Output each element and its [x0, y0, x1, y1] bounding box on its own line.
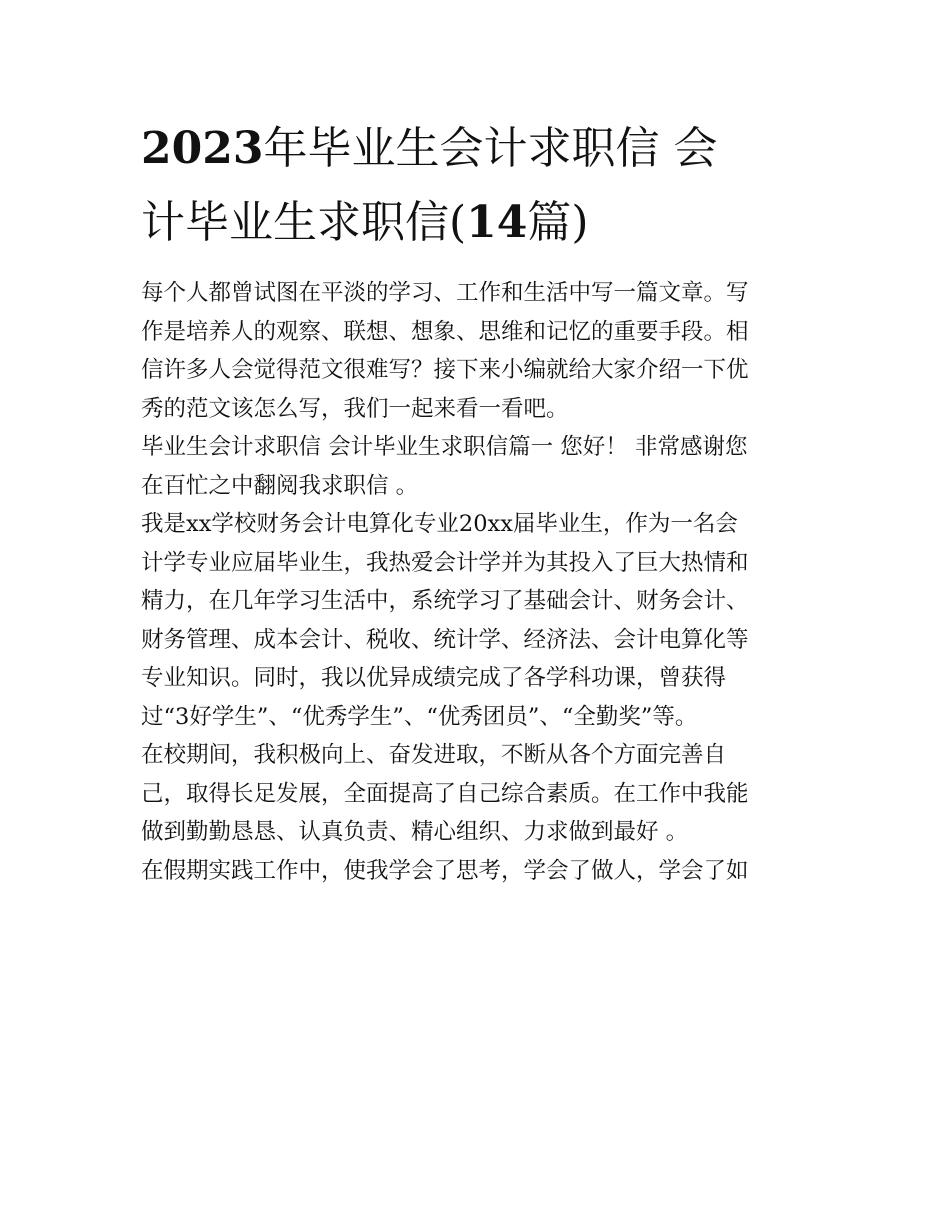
paragraph-greeting	[141, 428, 813, 505]
paragraph-introduction-self	[141, 505, 813, 736]
text-line: 每个人都曾试图在平淡的学习、工作和生活中写一篇文章。写	[141, 280, 749, 306]
document-title	[141, 112, 813, 260]
text-line: 计学专业应届毕业生，我热爱会计学并为其投入了巨大热情和	[141, 549, 749, 576]
text-line: 秀的范文该怎么写，我们一起来看一看吧。	[141, 395, 569, 422]
text-line: 精力，在几年学习生活中，系统学习了基础会计、财务会计、	[141, 588, 749, 614]
title-line-2: 计毕业生求职信(14篇)	[141, 197, 589, 248]
text-line: 专业知识。同时，我以优异成绩完成了各学科功课，曾获得	[141, 665, 727, 691]
text-line: 毕业生会计求职信 会计毕业生求职信篇一 您好！ 非常感谢您	[141, 434, 748, 460]
text-line: 做到勤勤恳恳、认真负责、精心组织、力求做到最好 。	[141, 819, 689, 845]
text-line: 作是培养人的观察、联想、想象、思维和记忆的重要手段。相	[141, 318, 749, 345]
text-line: 己，取得长足发展，全面提高了自己综合素质。在工作中我能	[141, 780, 749, 807]
text-line: 过“3好学生”、“优秀学生”、“优秀团员”、“全勤奖”等。	[141, 703, 698, 730]
paragraph-intro	[141, 274, 813, 428]
text-line: 我是xx学校财务会计电算化专业20xx届毕业生，作为一名会	[141, 511, 738, 537]
text-line: 财务管理、成本会计、税收、统计学、经济法、会计电算化等	[141, 626, 749, 653]
text-line: 在百忙之中翻阅我求职信 。	[141, 472, 419, 499]
text-line: 在假期实践工作中，使我学会了思考，学会了做人，学会了如	[141, 857, 749, 884]
paragraph-practice	[141, 852, 813, 891]
document-body	[141, 274, 813, 890]
title-count: 14	[466, 197, 528, 248]
title-year: 2023	[141, 123, 264, 174]
title-line-1: 2023年毕业生会计求职信 会	[141, 123, 718, 174]
paragraph-school-period	[141, 736, 813, 852]
document-page	[141, 112, 813, 890]
text-line: 信许多人会觉得范文很难写？接下来小编就给大家介绍一下优	[141, 357, 749, 383]
text-line: 在校期间，我积极向上、奋发进取，不断从各个方面完善自	[141, 742, 727, 768]
